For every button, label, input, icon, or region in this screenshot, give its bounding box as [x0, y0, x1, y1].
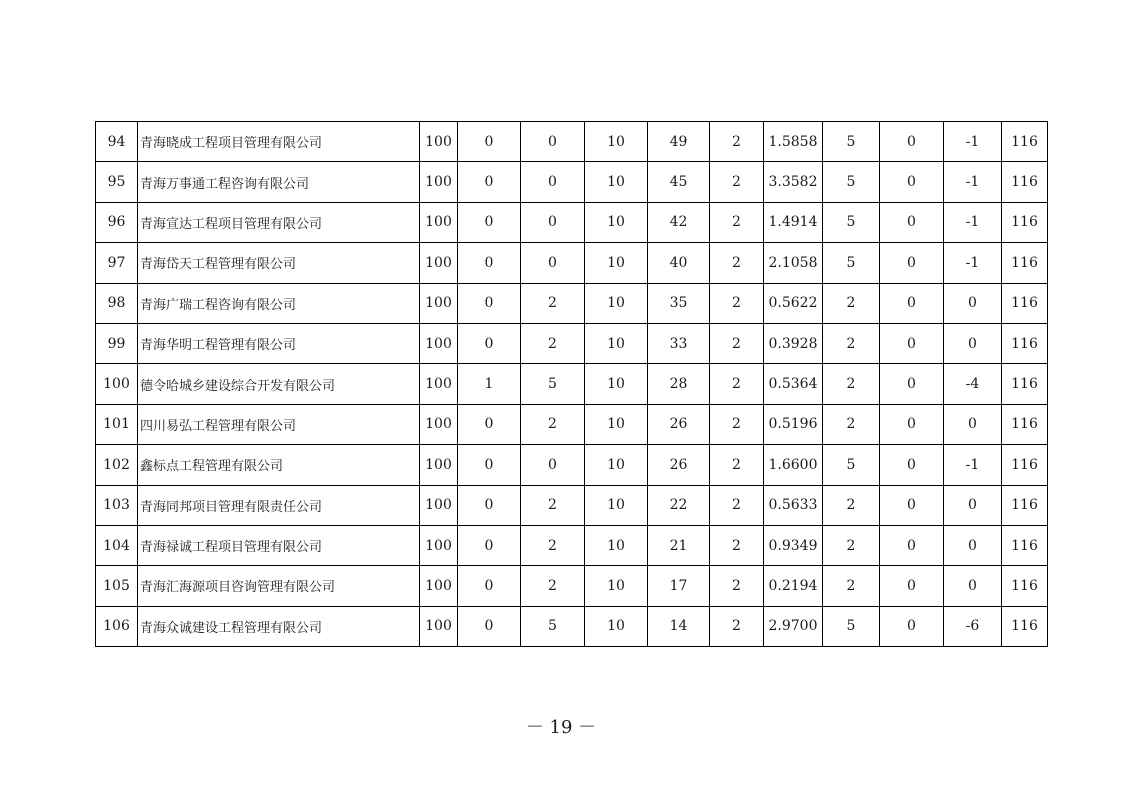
cell-col-10: 0 [944, 323, 1002, 363]
cell-col-1: 100 [420, 243, 458, 283]
cell-col-9: 0 [880, 404, 944, 444]
cell-col-5: 17 [648, 566, 710, 606]
cell-col-5: 40 [648, 243, 710, 283]
company-name: 青海广瑞工程咨询有限公司 [138, 283, 420, 323]
company-name: 鑫标点工程管理有限公司 [138, 445, 420, 485]
cell-col-9: 0 [880, 364, 944, 404]
company-name: 青海宣达工程项目管理有限公司 [138, 202, 420, 242]
cell-col-3: 2 [521, 404, 585, 444]
cell-col-7: 0.5364 [764, 364, 823, 404]
cell-col-2: 0 [458, 606, 521, 646]
cell-col-7: 1.4914 [764, 202, 823, 242]
cell-col-10: -1 [944, 162, 1002, 202]
cell-col-8: 2 [823, 525, 880, 565]
cell-col-5: 26 [648, 404, 710, 444]
cell-col-4: 10 [585, 323, 648, 363]
cell-col-4: 10 [585, 122, 648, 162]
row-number: 105 [96, 566, 138, 606]
cell-col-5: 14 [648, 606, 710, 646]
cell-col-1: 100 [420, 364, 458, 404]
row-number: 97 [96, 243, 138, 283]
cell-col-1: 100 [420, 606, 458, 646]
cell-col-10: -1 [944, 445, 1002, 485]
cell-col-1: 100 [420, 525, 458, 565]
cell-col-9: 0 [880, 606, 944, 646]
table-row [96, 606, 1048, 646]
company-name: 青海岱天工程管理有限公司 [138, 243, 420, 283]
cell-col-8: 5 [823, 202, 880, 242]
cell-col-2: 0 [458, 404, 521, 444]
row-number: 95 [96, 162, 138, 202]
cell-col-3: 0 [521, 202, 585, 242]
cell-col-10: 0 [944, 566, 1002, 606]
cell-col-5: 49 [648, 122, 710, 162]
cell-col-7: 2.9700 [764, 606, 823, 646]
cell-col-6: 2 [710, 525, 764, 565]
cell-col-3: 2 [521, 525, 585, 565]
cell-col-3: 2 [521, 323, 585, 363]
cell-col-1: 100 [420, 485, 458, 525]
cell-col-8: 5 [823, 122, 880, 162]
table-row [96, 445, 1048, 485]
cell-col-10: 0 [944, 485, 1002, 525]
cell-col-9: 0 [880, 323, 944, 363]
company-name: 四川易弘工程管理有限公司 [138, 404, 420, 444]
cell-col-11: 116 [1002, 122, 1048, 162]
cell-col-2: 0 [458, 323, 521, 363]
table-row [96, 122, 1048, 162]
table-row [96, 283, 1048, 323]
cell-col-5: 42 [648, 202, 710, 242]
cell-col-9: 0 [880, 122, 944, 162]
cell-col-10: 0 [944, 283, 1002, 323]
row-number: 94 [96, 122, 138, 162]
table-row [96, 485, 1048, 525]
cell-col-3: 2 [521, 566, 585, 606]
cell-col-11: 116 [1002, 364, 1048, 404]
cell-col-1: 100 [420, 122, 458, 162]
cell-col-4: 10 [585, 445, 648, 485]
cell-col-11: 116 [1002, 485, 1048, 525]
cell-col-3: 2 [521, 283, 585, 323]
cell-col-9: 0 [880, 485, 944, 525]
cell-col-8: 2 [823, 364, 880, 404]
cell-col-8: 2 [823, 485, 880, 525]
cell-col-2: 1 [458, 364, 521, 404]
cell-col-11: 116 [1002, 283, 1048, 323]
company-name: 青海汇海源项目咨询管理有限公司 [138, 566, 420, 606]
cell-col-10: -4 [944, 364, 1002, 404]
cell-col-6: 2 [710, 364, 764, 404]
cell-col-4: 10 [585, 243, 648, 283]
cell-col-6: 2 [710, 566, 764, 606]
cell-col-4: 10 [585, 485, 648, 525]
cell-col-5: 22 [648, 485, 710, 525]
cell-col-1: 100 [420, 404, 458, 444]
cell-col-5: 26 [648, 445, 710, 485]
cell-col-3: 2 [521, 485, 585, 525]
cell-col-1: 100 [420, 445, 458, 485]
cell-col-1: 100 [420, 323, 458, 363]
cell-col-11: 116 [1002, 404, 1048, 444]
cell-col-11: 116 [1002, 606, 1048, 646]
cell-col-9: 0 [880, 445, 944, 485]
cell-col-11: 116 [1002, 525, 1048, 565]
cell-col-4: 10 [585, 283, 648, 323]
cell-col-10: 0 [944, 525, 1002, 565]
cell-col-2: 0 [458, 283, 521, 323]
cell-col-8: 5 [823, 162, 880, 202]
cell-col-6: 2 [710, 606, 764, 646]
cell-col-6: 2 [710, 202, 764, 242]
cell-col-11: 116 [1002, 323, 1048, 363]
cell-col-1: 100 [420, 202, 458, 242]
cell-col-3: 0 [521, 243, 585, 283]
company-name: 青海禄诚工程项目管理有限公司 [138, 525, 420, 565]
cell-col-6: 2 [710, 445, 764, 485]
row-number: 102 [96, 445, 138, 485]
cell-col-2: 0 [458, 162, 521, 202]
company-name: 青海同邦项目管理有限责任公司 [138, 485, 420, 525]
table-row [96, 162, 1048, 202]
cell-col-11: 116 [1002, 566, 1048, 606]
cell-col-2: 0 [458, 445, 521, 485]
cell-col-6: 2 [710, 283, 764, 323]
cell-col-10: -1 [944, 243, 1002, 283]
company-name: 青海华明工程管理有限公司 [138, 323, 420, 363]
cell-col-3: 0 [521, 122, 585, 162]
cell-col-5: 28 [648, 364, 710, 404]
company-name: 青海众诚建设工程管理有限公司 [138, 606, 420, 646]
table-row [96, 404, 1048, 444]
cell-col-8: 2 [823, 404, 880, 444]
cell-col-5: 21 [648, 525, 710, 565]
cell-col-6: 2 [710, 323, 764, 363]
cell-col-7: 0.3928 [764, 323, 823, 363]
cell-col-11: 116 [1002, 243, 1048, 283]
cell-col-9: 0 [880, 202, 944, 242]
cell-col-11: 116 [1002, 445, 1048, 485]
table-row [96, 202, 1048, 242]
cell-col-2: 0 [458, 202, 521, 242]
table-row [96, 243, 1048, 283]
table-body [96, 122, 1048, 647]
cell-col-3: 0 [521, 445, 585, 485]
cell-col-4: 10 [585, 162, 648, 202]
table-row [96, 323, 1048, 363]
row-number: 101 [96, 404, 138, 444]
cell-col-6: 2 [710, 485, 764, 525]
cell-col-3: 5 [521, 364, 585, 404]
cell-col-7: 0.9349 [764, 525, 823, 565]
cell-col-7: 0.5196 [764, 404, 823, 444]
table-row [96, 364, 1048, 404]
row-number: 104 [96, 525, 138, 565]
cell-col-3: 0 [521, 162, 585, 202]
page-number: － 19 － [525, 717, 597, 738]
cell-col-10: -1 [944, 202, 1002, 242]
cell-col-2: 0 [458, 485, 521, 525]
cell-col-4: 10 [585, 404, 648, 444]
table-row [96, 566, 1048, 606]
cell-col-1: 100 [420, 283, 458, 323]
cell-col-2: 0 [458, 525, 521, 565]
cell-col-4: 10 [585, 202, 648, 242]
cell-col-8: 2 [823, 283, 880, 323]
cell-col-7: 1.5858 [764, 122, 823, 162]
cell-col-7: 1.6600 [764, 445, 823, 485]
cell-col-6: 2 [710, 122, 764, 162]
cell-col-2: 0 [458, 566, 521, 606]
cell-col-10: 0 [944, 404, 1002, 444]
row-number: 99 [96, 323, 138, 363]
table-row [96, 525, 1048, 565]
cell-col-5: 35 [648, 283, 710, 323]
cell-col-9: 0 [880, 243, 944, 283]
cell-col-9: 0 [880, 525, 944, 565]
cell-col-9: 0 [880, 162, 944, 202]
cell-col-8: 2 [823, 566, 880, 606]
cell-col-4: 10 [585, 566, 648, 606]
score-table [95, 121, 1048, 647]
cell-col-2: 0 [458, 243, 521, 283]
cell-col-5: 33 [648, 323, 710, 363]
cell-col-7: 3.3582 [764, 162, 823, 202]
cell-col-6: 2 [710, 243, 764, 283]
row-number: 98 [96, 283, 138, 323]
cell-col-1: 100 [420, 566, 458, 606]
cell-col-11: 116 [1002, 162, 1048, 202]
cell-col-7: 2.1058 [764, 243, 823, 283]
cell-col-1: 100 [420, 162, 458, 202]
row-number: 103 [96, 485, 138, 525]
row-number: 96 [96, 202, 138, 242]
cell-col-4: 10 [585, 525, 648, 565]
cell-col-4: 10 [585, 364, 648, 404]
cell-col-8: 5 [823, 445, 880, 485]
cell-col-10: -1 [944, 122, 1002, 162]
cell-col-8: 5 [823, 606, 880, 646]
cell-col-9: 0 [880, 566, 944, 606]
cell-col-7: 0.2194 [764, 566, 823, 606]
cell-col-6: 2 [710, 404, 764, 444]
cell-col-3: 5 [521, 606, 585, 646]
cell-col-7: 0.5622 [764, 283, 823, 323]
cell-col-10: -6 [944, 606, 1002, 646]
company-name: 青海晓成工程项目管理有限公司 [138, 122, 420, 162]
company-name: 德令哈城乡建设综合开发有限公司 [138, 364, 420, 404]
cell-col-4: 10 [585, 606, 648, 646]
company-name: 青海万事通工程咨询有限公司 [138, 162, 420, 202]
cell-col-11: 116 [1002, 202, 1048, 242]
cell-col-5: 45 [648, 162, 710, 202]
cell-col-7: 0.5633 [764, 485, 823, 525]
cell-col-9: 0 [880, 283, 944, 323]
row-number: 100 [96, 364, 138, 404]
row-number: 106 [96, 606, 138, 646]
cell-col-6: 2 [710, 162, 764, 202]
cell-col-2: 0 [458, 122, 521, 162]
cell-col-8: 5 [823, 243, 880, 283]
cell-col-8: 2 [823, 323, 880, 363]
